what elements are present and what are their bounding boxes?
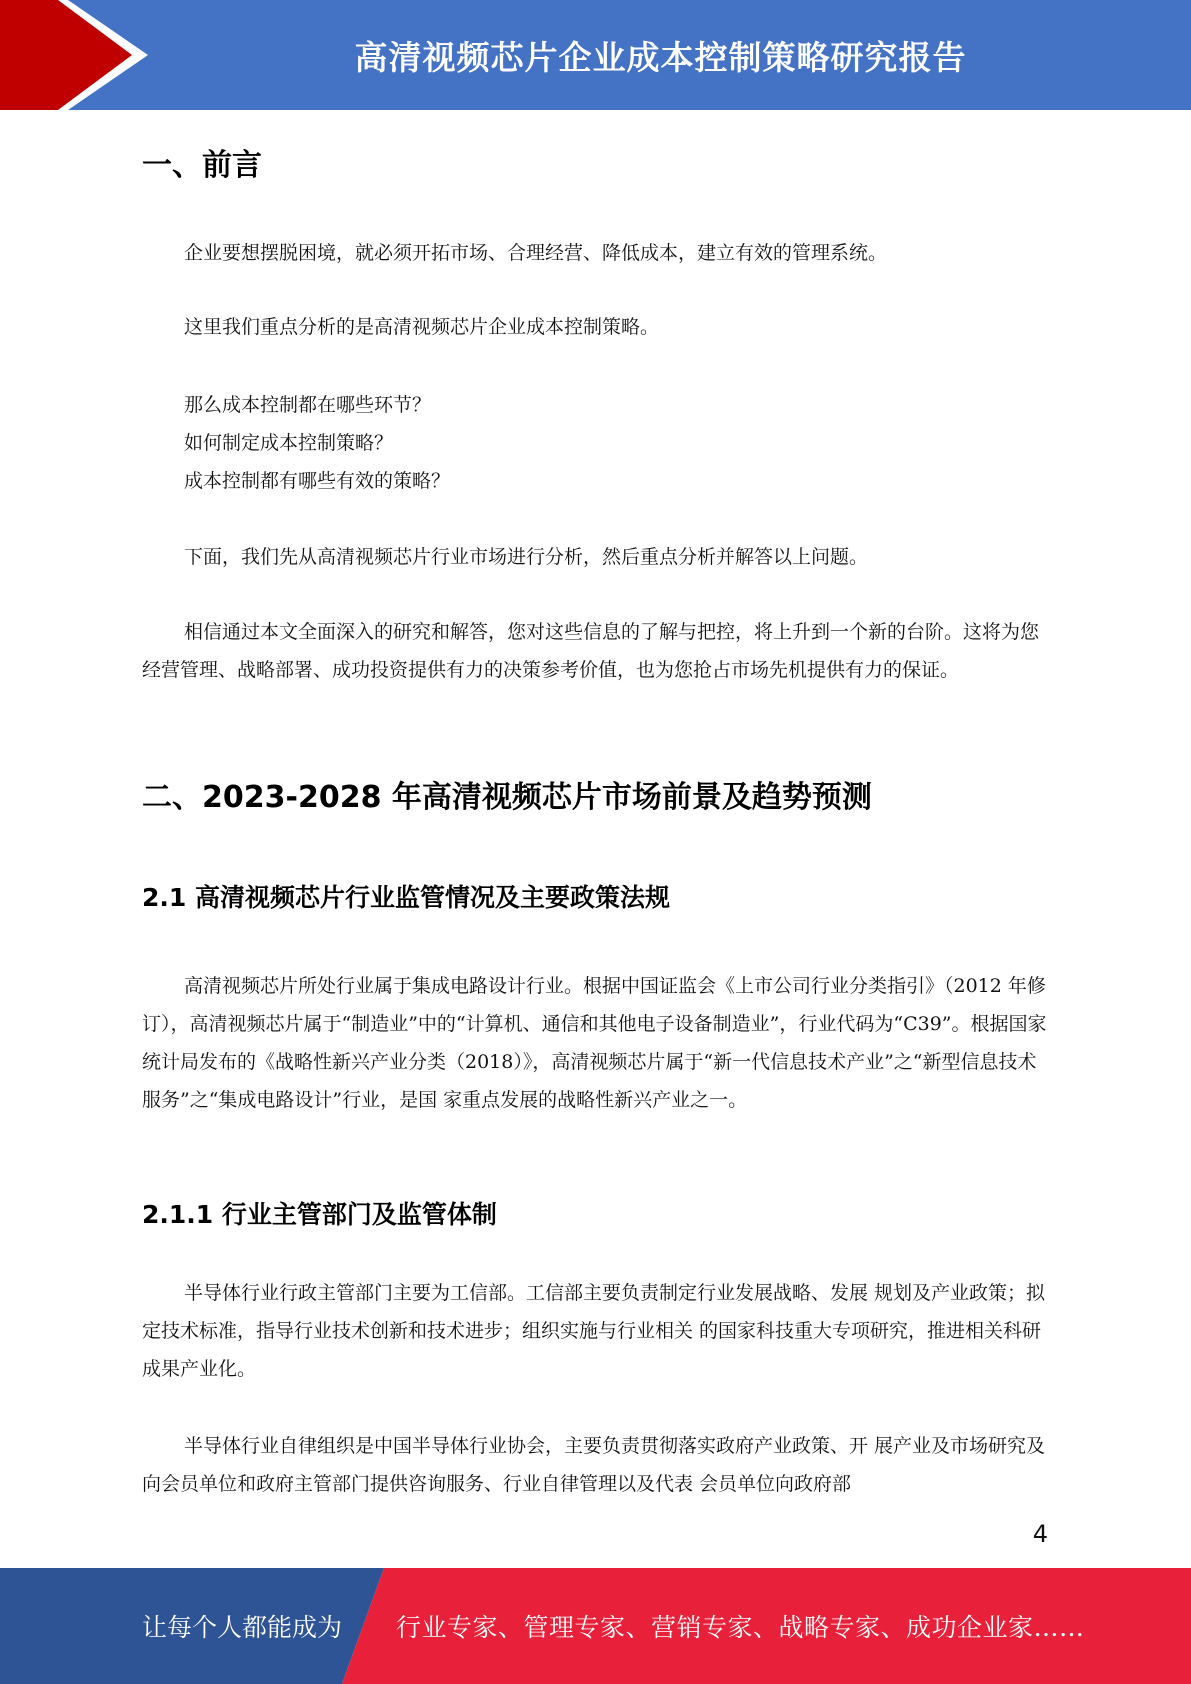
- paragraph: 企业要想摆脱困境，就必须开拓市场、合理经营、降低成本，建立有效的管理系统。: [184, 242, 888, 264]
- paragraph: 这里我们重点分析的是高清视频芯片企业成本控制策略。: [184, 316, 660, 338]
- report-title: 高清视频芯片企业成本控制策略研究报告: [354, 37, 967, 77]
- paragraph: 下面，我们先从高清视频芯片行业市场进行分析，然后重点分析并解答以上问题。: [184, 546, 869, 568]
- question-line: 如何制定成本控制策略？: [184, 432, 394, 454]
- footer-slogan-left: 让每个人都能成为: [142, 1613, 343, 1642]
- section-heading-forecast: 二、2023-2028 年高清视频芯片市场前景及趋势预测: [142, 780, 872, 815]
- paragraph: 半导体行业行政主管部门主要为工信部。工信部主要负责制定行业发展战略、发展 规划及产业政策；拟定技术标准，指导行业技术创新和技术进步；组织实施与行业相关 的国家科技重大专项研究，推进相关科研成果产业化。: [142, 1282, 1046, 1380]
- section-heading-preface: 一、前言: [142, 148, 262, 183]
- question-line: 成本控制都有哪些有效的策略？: [184, 470, 451, 492]
- paragraph: 半导体行业自律组织是中国半导体行业协会，主要负责贯彻落实政府产业政策、开 展产业及市场研究及向会员单位和政府主管部门提供咨询服务、行业自律管理以及代表 会员单位向政府部: [142, 1435, 1046, 1495]
- question-line: 那么成本控制都在哪些环节？: [184, 394, 432, 416]
- page-number: 4: [1032, 1520, 1048, 1548]
- paragraph: 相信通过本文全面深入的研究和解答，您对这些信息的了解与把控，将上升到一个新的台阶。这将为您经营管理、战略部署、成功投资提供有力的决策参考价值，也为您抢占市场先机提供有力的保证。: [142, 621, 1040, 681]
- subsection-heading: 2.1 高清视频芯片行业监管情况及主要政策法规: [142, 883, 670, 912]
- paragraph: 高清视频芯片所处行业属于集成电路设计行业。根据中国证监会《上市公司行业分类指引》（2012 年修订），高清视频芯片属于“制造业”中的“计算机、通信和其他电子设备制造业”，行业代码为“C39”。根据国家统计局发布的《战略性新兴产业分类（2018）》，高清视频芯片属于“新一代信息技术产业”之“新型信息技术服务”之“集成电路设计”行业，是国 家重点发展的战略性新兴产业之一。: [142, 975, 1047, 1111]
- page-footer: [0, 1568, 1191, 1684]
- subsection-heading: 2.1.1 行业主管部门及监管体制: [142, 1200, 497, 1229]
- page-header: [0, 0, 1191, 110]
- footer-slogan-right: 行业专家、管理专家、营销专家、战略专家、成功企业家……: [396, 1613, 1085, 1642]
